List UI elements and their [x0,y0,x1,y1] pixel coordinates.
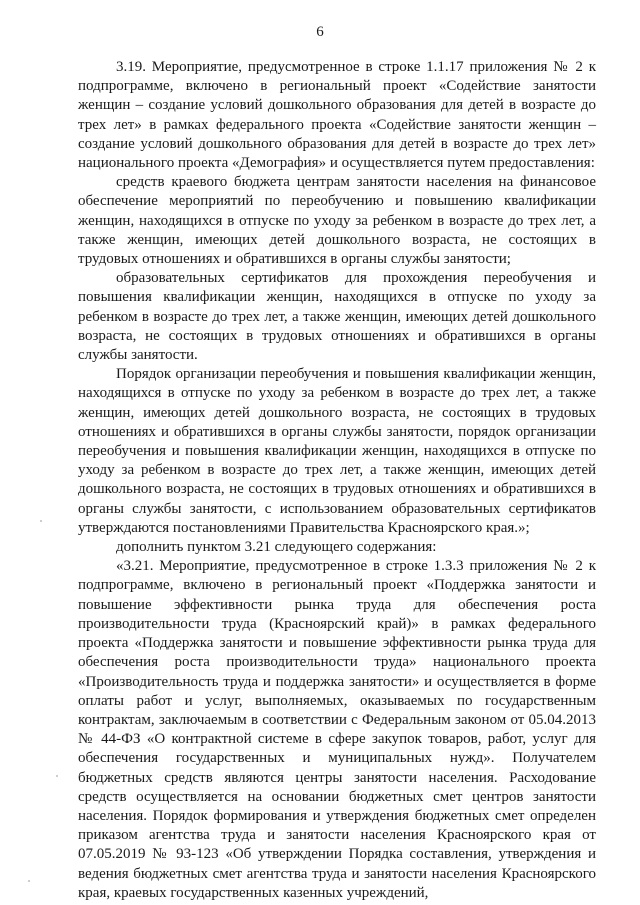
page-number: 6 [316,24,324,40]
paragraph-amendment-intro: дополнить пунктом 3.21 следующего содержания: [116,539,437,556]
scan-speck [28,880,30,882]
document-body [78,58,596,903]
paragraph-3-21: «3.21. Мероприятие, предусмотренное в строке 1.3.3 приложения № 2 к подпрограмме, включено в региональный проект «Поддержка занятости и повышение эффективности рынка труда для обеспечения роста производительности труда (Красноярский край)» в рамках федерального проекта «Поддержка занятости и повышение эффективности рынка труда для обеспечения роста производительности труда» национального проекта «Производительность труда и поддержка занятости» и осуществляется в форме оплаты работ и услуг, выполняемых, оказываемых по государственным контрактам, заключаемым в соответствии с Федеральным законом от 05.04.2013 № 44-ФЗ «О контрактной системе в сфере закупок товаров, работ, услуг для обеспечения государственных и муниципальных нужд». Получателем бюджетных средств являются центры занятости населения. Расходование средств осуществляется на основании бюджетных смет центров занятости населения. Порядок формирования и утверждения бюджетных смет определен приказом агентства труда и занятости населения Красноярского края от 07.05.2019 № 93-123 «Об утверждении Порядка составления, утверждения и ведения бюджетных смет агентства труда и занятости населения Красноярского края, краевых государственных казенных учреждений, [78,558,596,901]
paragraph-procedure: Порядок организации переобучения и повышения квалификации женщин, находящихся в отпуске по уходу за ребенком в возрасте до трех лет, а также женщин, имеющих детей дошкольного возраста, не состоящих в трудовых отношениях и обратившихся в органы службы занятости, порядок организации переобучения и повышения квалификации женщин, находящихся в отпуске по уходу за ребенком в возрасте до трех лет, а также женщин, имеющих детей дошкольного возраста, не состоящих в трудовых отношениях и обратившихся в органы службы занятости, с использованием образовательных сертификатов утверждаются постановлениями Правительства Красноярского края.»; [78,366,596,536]
paragraph-funds-list-item: средств краевого бюджета центрам занятости населения на финансовое обеспечение мероприятий по переобучению и повышению квалификации женщин, находящихся в отпуске по уходу за ребенком в возрасте до трех лет, а также женщин, имеющих детей дошкольного возраста, не состоящих в трудовых отношениях и обратившихся в органы службы занятости; [78,174,596,268]
paragraph-certificates-list-item: образовательных сертификатов для прохождения переобучения и повышения квалификации женщин, находящихся в отпуске по уходу за ребенком в возрасте до трех лет, а также женщин, имеющих детей дошкольного возраста, не состоящих в трудовых отношениях и обратившихся в органы службы занятости. [78,270,596,364]
scan-speck [40,520,42,522]
scan-speck [56,775,58,777]
paragraph-3-19: 3.19. Мероприятие, предусмотренное в строке 1.1.17 приложения № 2 к подпрограмме, включено в региональный проект «Содействие занятости женщин – создание условий дошкольного образования для детей в возрасте до трех лет» в рамках федерального проекта «Содействие занятости женщин – создание условий дошкольного образования для детей в возрасте до трех лет» национального проекта «Демография» и осуществляется путем предоставления: [78,59,596,172]
